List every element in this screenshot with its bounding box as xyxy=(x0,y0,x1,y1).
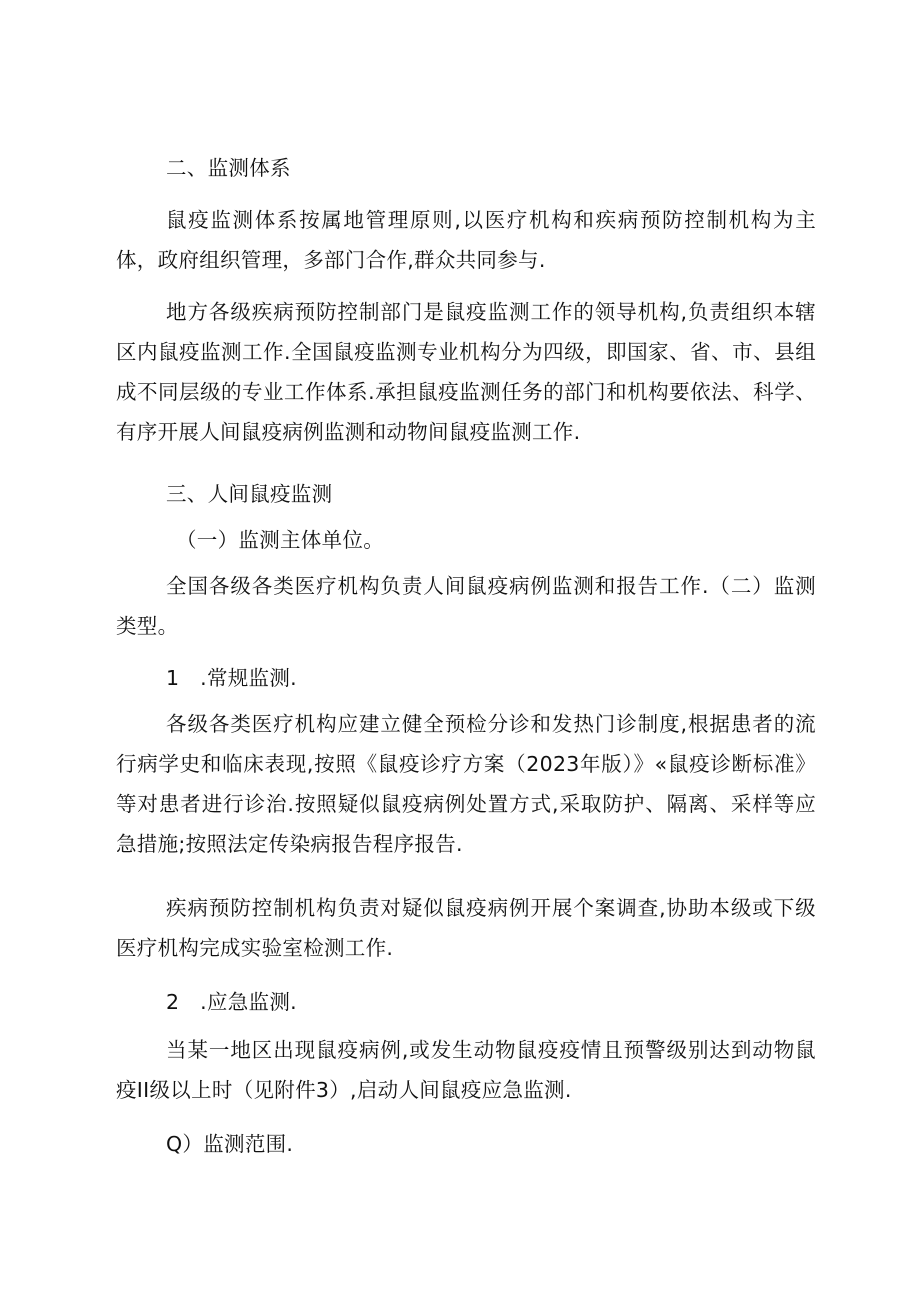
paragraph-cdc-investigation: 疾病预防控制机构负责对疑似鼠疫病例开展个案调查,协助本级或下级医疗机构完成实验室检测工作. xyxy=(116,896,816,960)
section-heading-human-plague-monitoring: 三、人间鼠疫监测 xyxy=(166,482,333,506)
item-heading-emergency-monitoring: 2 .应急监测. xyxy=(166,990,297,1014)
paragraph-medical-institutions-responsibility: 全国各级各类医疗机构负责人间鼠疫病例监测和报告工作.（二）监测类型。 xyxy=(116,574,816,638)
paragraph-leading-agencies: 地方各级疾病预防控制部门是鼠疫监测工作的领导机构,负责组织本辖区内鼠疫监测工作.全国鼠疫监测专业机构分为四级，即国家、省、市、县组成不同层级的专业工作体系.承担鼠疫监测任务的部门和机构要依法、科学、有序开展人间鼠疫病例监测和动物间鼠疫监测工作. xyxy=(116,300,816,444)
paragraph-emergency-monitoring-trigger: 当某一地区出现鼠疫病例,或发生动物鼠疫疫情且预警级别达到动物鼠疫II级以上时（见附件3）,启动人间鼠疫应急监测. xyxy=(116,1038,816,1102)
subsection-heading-monitoring-scope: Q）监测范围. xyxy=(166,1132,294,1156)
paragraph-routine-monitoring-details: 各级各类医疗机构应建立健全预检分诊和发热门诊制度,根据患者的流行病学史和临床表现,按照《鼠疫诊疗方案（2023年版）》«鼠疫诊断标准》等对患者进行诊治.按照疑似鼠疫病例处置方式,采取防护、隔离、采样等应急措施;按照法定传染病报告程序报告. xyxy=(116,712,816,856)
section-heading-monitoring-system: 二、监测体系 xyxy=(166,156,291,180)
item-heading-routine-monitoring: 1 .常规监测. xyxy=(166,666,297,690)
subsection-heading-monitoring-units: （一）监测主体单位。 xyxy=(176,528,384,552)
paragraph-system-principle: 鼠疫监测体系按属地管理原则,以医疗机构和疾病预防控制机构为主体，政府组织管理，多部门合作,群众共同参与. xyxy=(116,208,816,272)
